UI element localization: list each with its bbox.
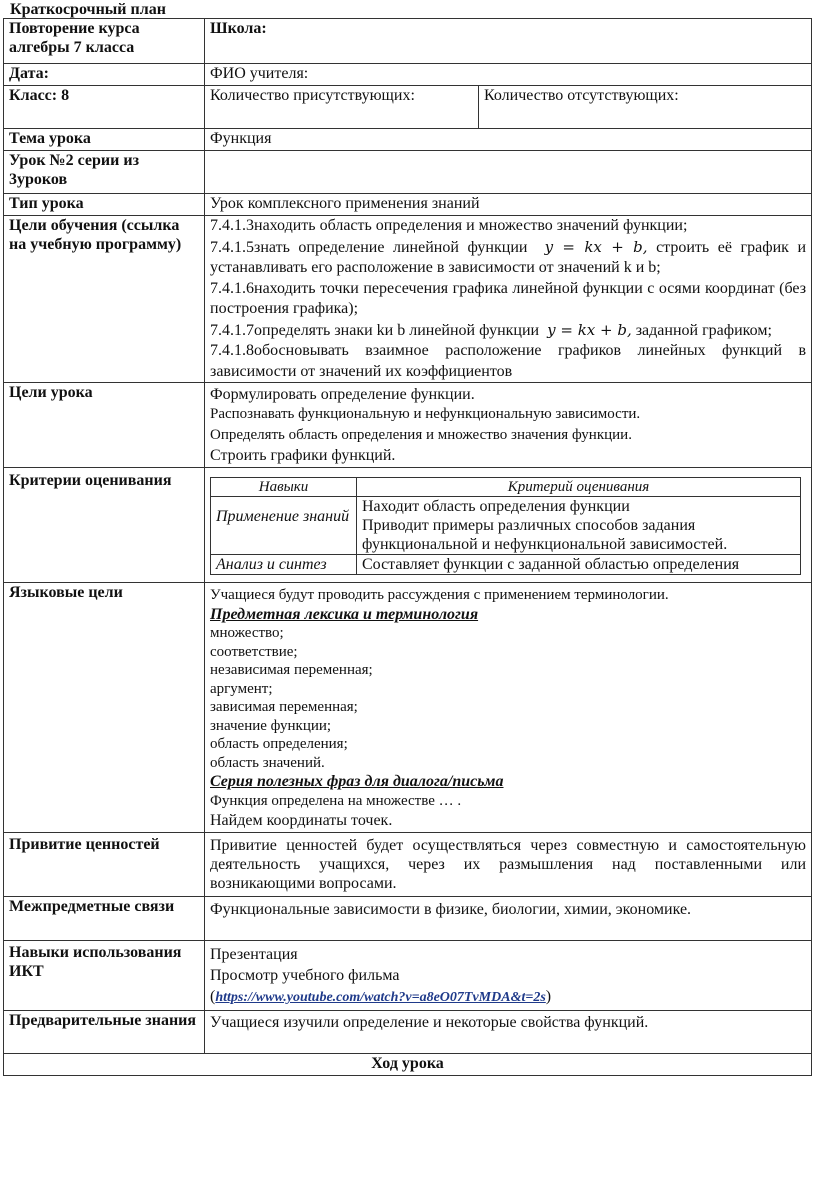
criteria-table: [210, 477, 801, 575]
topic-label: Тема урока: [4, 129, 205, 151]
row-lesson-type: [4, 194, 812, 216]
phrases-heading: Серия полезных фраз для диалога/письма: [210, 773, 504, 790]
vocab-item: зависимая переменная;: [210, 699, 358, 715]
class-label: Класс: 8: [4, 86, 205, 129]
present-label: Количество присутствующих:: [205, 86, 479, 129]
objective-item: 7.4.1.6находить точки пересечения графика линейной функции с осями координат (без построения графика);: [210, 279, 807, 317]
cross-text: Функциональные зависимости в физике, биологии, химии, экономике.: [205, 897, 812, 941]
topic-value: Функция: [205, 129, 812, 151]
objective-item: 7.4.1.7определять знаки kи b линейной функции y = kx + b, заданной графиком;: [210, 320, 772, 339]
vocab-item: значение функции;: [210, 717, 332, 734]
lesson-goals-label: Цели урока: [4, 383, 205, 468]
row-criteria: [4, 468, 812, 583]
lesson-number-value: [205, 151, 812, 194]
row-prior-knowledge: [4, 1011, 812, 1054]
phrase-item: Функция определена на множестве … .: [210, 793, 462, 809]
objectives-label: Цели обучения (ссылка на учебную программу): [4, 216, 205, 383]
prior-text: Учащиеся изучили определение и некоторые свойства функций.: [205, 1011, 812, 1054]
goal-item: Определять область определения и множество значения функции.: [210, 427, 632, 443]
vocab-item: аргумент;: [210, 680, 273, 697]
lesson-number-label: Урок №2 серии из 3уроков: [4, 151, 205, 194]
criteria-cell: [205, 468, 812, 583]
row-lesson-goals: [4, 383, 812, 468]
lesson-goals-list: [205, 383, 812, 468]
formula: y = kx + b,: [544, 237, 648, 256]
criteria-text: Находит область определения функции Приводит примеры различных способов задания функциональной и нефункциональной зависимостей.: [357, 497, 801, 555]
row-lesson-number: [4, 151, 812, 194]
row-language: [4, 583, 812, 833]
criteria-row: [211, 555, 801, 575]
criteria-skill: Применение знаний: [211, 497, 357, 555]
objectives-list: [205, 216, 812, 383]
vocab-item: независимая переменная;: [210, 662, 373, 678]
criteria-criterion-header: Критерий оценивания: [357, 478, 801, 497]
vocab-item: множество;: [210, 625, 284, 641]
prior-label: Предварительные знания: [4, 1011, 205, 1054]
row-ict: [4, 941, 812, 1011]
lesson-type-label: Тип урока: [4, 194, 205, 216]
row-date: [4, 64, 812, 86]
row-class: [4, 86, 812, 129]
phrase-item: Найдем координаты точек.: [210, 812, 393, 829]
goal-item: Распознавать функциональную и нефункциональную зависимости.: [210, 406, 641, 422]
course-label: Повторение курса алгебры 7 класса: [4, 19, 205, 64]
cross-label: Межпредметные связи: [4, 897, 205, 941]
goal-item: Строить графики функций.: [210, 447, 396, 464]
lesson-plan-table: [3, 18, 812, 1076]
objective-item: 7.4.1.8обосновывать взаимное расположение графиков линейных функций в зависимости от значений их коэффициентов: [210, 342, 807, 380]
school-label: Школа:: [205, 19, 812, 64]
row-topic: [4, 129, 812, 151]
language-cell: [205, 583, 812, 833]
row-values: [4, 833, 812, 897]
values-text: Привитие ценностей будет осуществляться через совместную и самостоятельную деятельность учащихся, через их размышления над поставленными или возникающими вопросами.: [205, 833, 812, 897]
formula: y = kx + b,: [547, 320, 632, 339]
criteria-label: Критерии оценивания: [4, 468, 205, 583]
language-label: Языковые цели: [4, 583, 205, 833]
page-title: Краткосрочный план: [10, 1, 166, 18]
ict-cell: Презентация Просмотр учебного фильма (https://www.youtube.com/watch?v=a8eO07TvMDA&t=2s): [205, 941, 812, 1011]
criteria-skills-header: Навыки: [211, 478, 357, 497]
criteria-text: Составляет функции с заданной областью определения: [357, 555, 801, 575]
objective-item: 7.4.1.3находить область определения и множество значений функции;: [210, 217, 688, 234]
vocab-item: область определения;: [210, 736, 348, 752]
row-lesson-flow: [4, 1054, 812, 1076]
ict-label: Навыки использования ИКТ: [4, 941, 205, 1011]
objective-item: 7.4.1.5знать определение линейной функции y = kx + b, строить её график и устанавливать его расположение в зависимости от значений k и b;: [210, 237, 807, 276]
video-link[interactable]: https://www.youtube.com/watch?v=a8eO07TvMDA&t=2s: [215, 990, 546, 1005]
vocab-item: соответствие;: [210, 643, 298, 660]
ict-film: Просмотр учебного фильма: [210, 967, 400, 984]
ict-presentation: Презентация: [210, 946, 298, 963]
row-objectives: [4, 216, 812, 383]
teacher-label: ФИО учителя:: [205, 64, 812, 86]
row-course: [4, 19, 812, 64]
values-label: Привитие ценностей: [4, 833, 205, 897]
lesson-type-value: Урок комплексного применения знаний: [205, 194, 812, 216]
criteria-row: [211, 497, 801, 555]
date-label: Дата:: [4, 64, 205, 86]
vocab-item: область значений.: [210, 754, 325, 771]
absent-label: Количество отсутствующих:: [479, 86, 812, 129]
goal-item: Формулировать определение функции.: [210, 386, 475, 403]
row-cross-subject: [4, 897, 812, 941]
vocab-heading: Предметная лексика и терминология: [210, 606, 479, 623]
criteria-skill: Анализ и синтез: [211, 555, 357, 575]
lesson-flow-heading: Ход урока: [4, 1054, 812, 1076]
language-intro: Учащиеся будут проводить рассуждения с применением терминологии.: [210, 587, 669, 603]
